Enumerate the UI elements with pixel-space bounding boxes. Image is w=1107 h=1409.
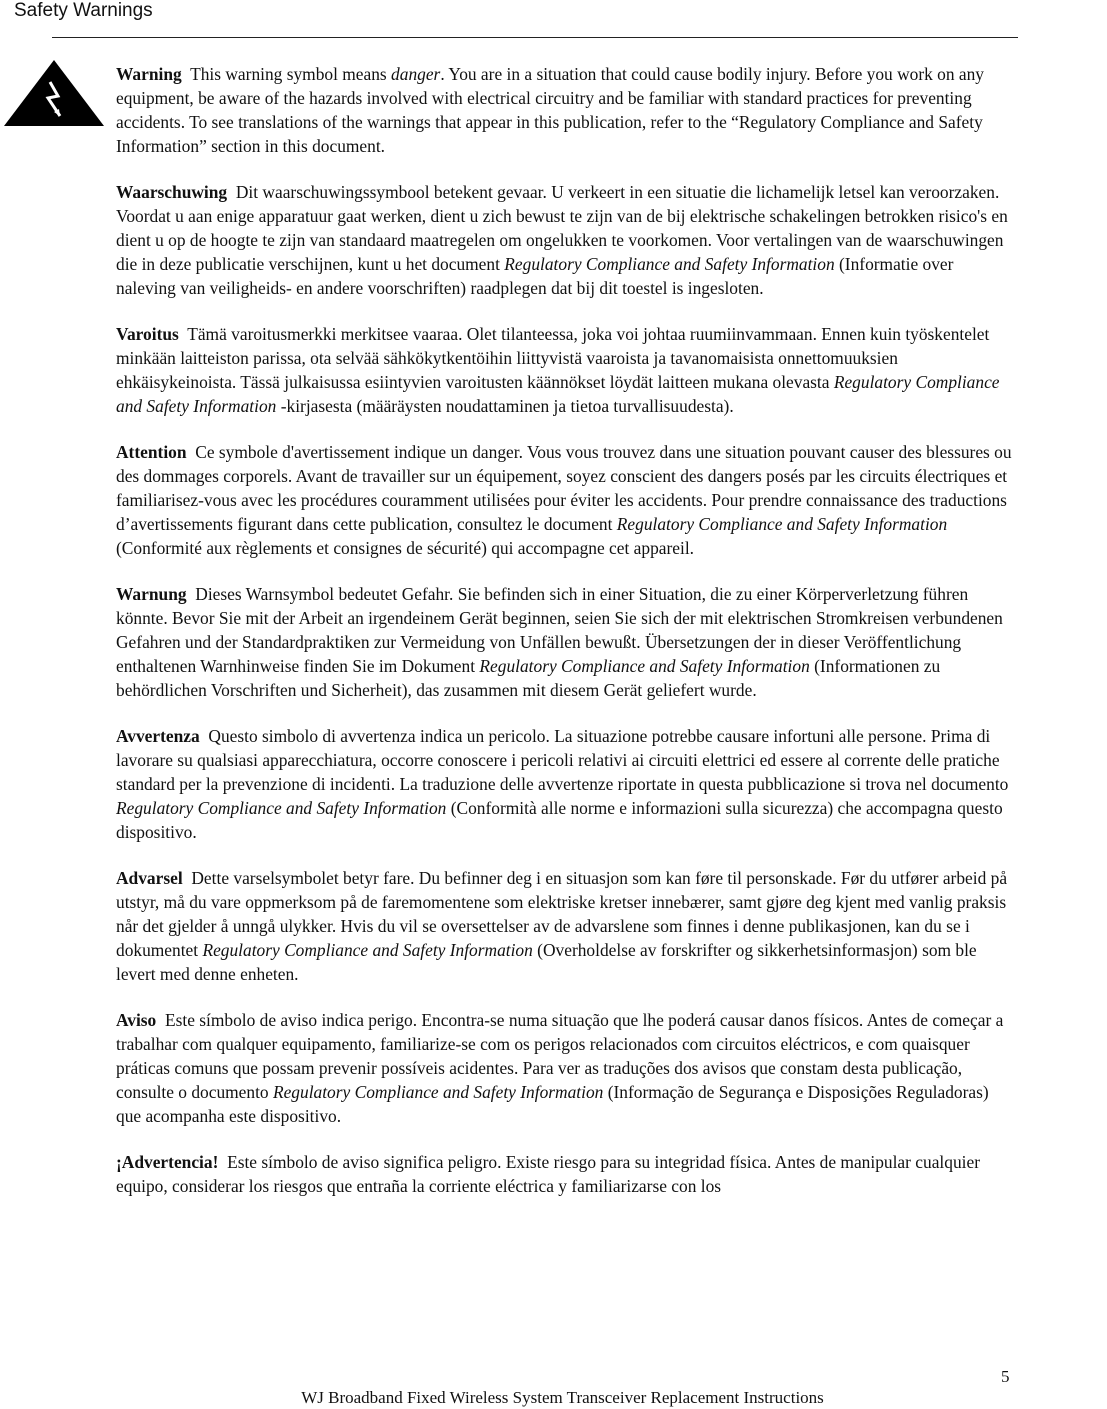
warning-paragraph <box>116 866 1016 986</box>
warning-triangle-icon <box>2 58 106 128</box>
warning-paragraph <box>116 322 1016 418</box>
warning-text: (Overholdelse av forskrifter og sikkerhetsinformasjon) som ble levert med denne enheten. <box>116 940 977 984</box>
warning-lead: Aviso <box>116 1010 157 1030</box>
page-header-title: Safety Warnings <box>14 0 153 21</box>
warning-paragraph <box>116 440 1016 560</box>
warning-lead: Advarsel <box>116 868 183 888</box>
warning-text: Questo simbolo di avvertenza indica un pericolo. La situazione potrebbe causare infortuni alle persone. Prima di lavorare su qualsiasi apparecchiatura, occorre conoscere i pericoli relativi ai circuiti elettrici ed essere al corrente delle pratiche standard per la prevenzione di incidenti. La traduzione delle avvertenze riportate in questa pubblicazione si trova nel documento <box>116 726 1009 794</box>
warning-text: . You are in a situation that could cause bodily injury. Before you work on any equipment, be aware of the hazards involved with electrical circuitry and be familiar with standard practices for preventing accidents. To see translations of the warnings that appear in this publication, refer to the “Regulatory Compliance and Safety Information” section in this document. <box>116 64 985 156</box>
warning-text: Este símbolo de aviso significa peligro. Existe riesgo para su integridad física. Antes de manipular cualquier equipo, considerar los riesgos que entraña la corriente eléctrica y familiarizarse con los <box>116 1152 980 1196</box>
warning-lead: Warnung <box>116 584 187 604</box>
warning-lead: Attention <box>116 442 187 462</box>
warning-lead: Waarschuwing <box>116 182 228 202</box>
warning-paragraph <box>116 180 1016 300</box>
warning-italic: Regulatory Compliance and Safety Information <box>116 372 1000 416</box>
warning-paragraph <box>116 62 1016 158</box>
warning-text: This warning symbol means <box>190 64 392 84</box>
warning-paragraph <box>116 582 1016 702</box>
warning-lead: Warning <box>116 64 182 84</box>
warnings-body <box>116 62 1016 1220</box>
page-footer <box>0 1388 1107 1408</box>
warning-lead: Avvertenza <box>116 726 200 746</box>
warning-paragraph <box>116 1008 1016 1128</box>
warning-text: -kirjasesta (määräysten noudattaminen ja tietoa turvallisuudesta). <box>276 396 734 416</box>
warning-italic: Regulatory Compliance and Safety Information <box>616 514 948 534</box>
warning-lead: ¡Advertencia! <box>116 1152 219 1172</box>
warning-paragraph <box>116 1150 1016 1198</box>
warning-text: Tämä varoitusmerkki merkitsee vaaraa. Olet tilanteessa, joka voi johtaa ruumiinvammaan. Ennen kuin työskentelet minkään laitteiston parissa, ota selvää sähkökytkentöihin liittyvistä vaaroista ja tavanomaisista onnettomuuksien ehkäisykeinoista. Tässä julkaisussa esiintyvien varoitusten käännökset löydät laitteen mukana olevasta <box>116 324 990 392</box>
warning-italic: Regulatory Compliance and Safety Information <box>116 798 447 818</box>
warning-italic: danger <box>391 64 441 84</box>
warning-text: (Informatie over naleving van veiligheids- en andere voorschriften) raadplegen dat bij dit toestel is ingesloten. <box>116 254 954 298</box>
warning-paragraph <box>116 724 1016 844</box>
warning-italic: Regulatory Compliance and Safety Information <box>504 254 835 274</box>
warning-text: Dieses Warnsymbol bedeutet Gefahr. Sie befinden sich in einer Situation, die zu einer Körperverletzung führen könnte. Bevor Sie mit der Arbeit an irgendeinem Gerät beginnen, seien Sie sich der mit elektrischen Stromkreisen verbundenen Gefahren und der Standardpraktiken zur Vermeidung von Unfällen bewußt. Übersetzungen der in dieser Veröffentlichung enthaltenen Warnhinweise finden Sie im Dokument <box>116 584 1003 676</box>
warning-text: Dit waarschuwingssymbool betekent gevaar. U verkeert in een situatie die lichamelijk letsel kan veroorzaken. Voordat u aan enige apparatuur gaat werken, dient u zich bewust te zijn van de bij elektrische schakelingen betrokken risico's en dient u op de hoogte te zijn van standaard maatregelen om ongelukken te voorkomen. Voor vertalingen van de waarschuwingen die in deze publicatie verschijnen, kunt u het document <box>116 182 1008 274</box>
header-rule <box>52 37 1018 38</box>
page-number: 5 <box>1001 1367 1010 1386</box>
warning-italic: Regulatory Compliance and Safety Information <box>272 1082 604 1102</box>
warning-text: (Informationen zu behördlichen Vorschriften und Sicherheit), das zusammen mit diesem Gerät geliefert wurde. <box>116 656 941 700</box>
warning-text: (Conformità alle norme e informazioni sulla sicurezza) che accompagna questo dispositivo. <box>116 798 1003 842</box>
warning-text: Ce symbole d'avertissement indique un danger. Vous vous trouvez dans une situation pouvant causer des blessures ou des dommages corporels. Avant de travailler sur un équipement, soyez conscient des dangers posés par les circuits électriques et familiarisez-vous avec les procédures couramment utilisées pour éviter les accidents. Pour prendre connaissance des traductions d’avertissements figurant dans cette publication, consultez le document <box>116 442 1012 534</box>
warning-lead: Varoitus <box>116 324 179 344</box>
warning-italic: Regulatory Compliance and Safety Information <box>202 940 533 960</box>
footer-text: WJ Broadband Fixed Wireless System Transceiver Replacement Instructions <box>301 1388 824 1407</box>
warning-italic: Regulatory Compliance and Safety Information <box>479 656 810 676</box>
warning-text: Este símbolo de aviso indica perigo. Encontra-se numa situação que lhe poderá causar danos físicos. Antes de começar a trabalhar com qualquer equipamento, familiarize-se com os perigos relacionados com circuitos eléctricos, e com quaisquer práticas comuns que possam prevenir possíveis acidentes. Para ver as traduções dos avisos que constam desta publicação, consulte o documento <box>116 1010 1004 1102</box>
warning-text: (Conformité aux règlements et consignes de sécurité) qui accompagne cet appareil. <box>116 538 695 558</box>
warning-text: Dette varselsymbolet betyr fare. Du befinner deg i en situasjon som kan føre til personskade. Før du utfører arbeid på utstyr, må du vare oppmerksom på de faremomentene som elektriske kretser innebærer, samt gjøre deg kjent med vanlig praksis når det gjelder å unngå ulykker. Hvis du vil se oversettelser av de advarslene som finnes i denne publikasjonen, kan du se i dokumentet <box>116 868 1008 960</box>
warning-text: (Informação de Segurança e Disposições Reguladoras) que acompanha este dispositivo. <box>116 1082 989 1126</box>
